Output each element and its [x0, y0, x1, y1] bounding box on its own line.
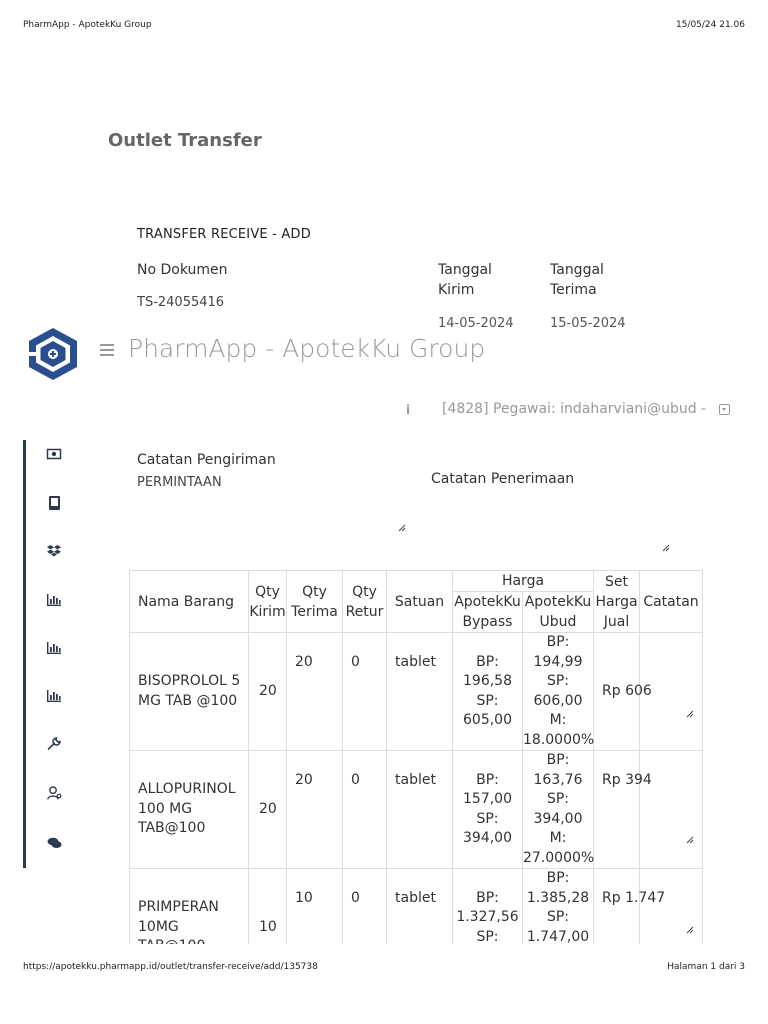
item-name-line: BISOPROLOL 5 [138, 673, 241, 689]
textarea-resize-handle[interactable] [686, 926, 694, 934]
table-row [130, 633, 703, 751]
brand-title: PharmApp - ApotekKu Group [128, 334, 486, 363]
price-line: SP: 394,00 [533, 791, 583, 827]
item-name-line: PRIMPERAN [138, 899, 219, 916]
tanggal-kirim-label [438, 260, 492, 300]
textarea-resize-handle[interactable] [686, 836, 694, 844]
set-harga-jual-input[interactable]: Rp 394 [594, 751, 640, 869]
tablet-icon[interactable] [44, 495, 64, 511]
col-ubud-line2: Ubud [539, 614, 577, 630]
tanggal-kirim-label-line2: Kirim [438, 282, 475, 298]
user-dropdown-icon[interactable] [719, 404, 730, 415]
price-line: 18.0000% [523, 731, 595, 748]
price-line: M: [549, 712, 567, 728]
catatan-input[interactable] [640, 751, 703, 869]
app-logo[interactable] [26, 326, 80, 382]
col-qty-retur-line2: Retur [345, 603, 384, 620]
col-qty-retur-line1: Qty [352, 583, 377, 600]
col-qty-kirim-line1: Qty [255, 583, 280, 600]
tanggal-kirim-value: 14-05-2024 [438, 316, 514, 331]
satuan-select[interactable]: tablet [387, 869, 453, 987]
item-name-line: TAB@100 [138, 820, 206, 837]
price-line: M: [549, 830, 567, 846]
qty-terima-input[interactable]: 20 [287, 751, 343, 869]
price-line: 1.747,00 [526, 928, 590, 945]
col-qty-terima [287, 571, 343, 633]
bar-chart-icon[interactable] [44, 592, 64, 608]
money-icon[interactable] [44, 446, 64, 462]
bar-chart-icon[interactable] [44, 688, 64, 704]
price-line: BP: 157,00 [463, 771, 512, 807]
qty-terima-input[interactable]: 20 [287, 633, 343, 751]
col-qty-kirim-line2: Kirim [249, 603, 286, 620]
col-nama-barang: Nama Barang [130, 571, 249, 633]
price-ubud-cell [523, 751, 594, 869]
qty-retur-input[interactable]: 0 [343, 869, 387, 987]
tanggal-kirim-label-line1: Tanggal [438, 262, 492, 278]
item-name-link[interactable] [130, 751, 249, 869]
col-set-line1: Set [605, 573, 628, 590]
catatan-pengiriman-label: Catatan Pengiriman [137, 452, 276, 468]
qty-terima-input[interactable]: 10 [287, 869, 343, 987]
price-ubud-cell [523, 633, 594, 751]
price-line: 606,00 [533, 692, 583, 709]
info-icon[interactable]: i [406, 403, 411, 417]
qty-retur-input[interactable]: 0 [343, 751, 387, 869]
textarea-resize-handle[interactable] [686, 710, 694, 718]
item-name-line: ALLOPURINOL [138, 781, 236, 798]
page-title: Outlet Transfer [108, 130, 262, 151]
col-qty-terima-line2: Terima [291, 603, 338, 620]
dropbox-icon[interactable] [44, 543, 64, 559]
price-line: BP: 196,58 [463, 653, 512, 689]
qty-kirim-cell: 20 [249, 751, 287, 869]
user-info[interactable]: [4828] Pegawai: indaharviani@ubud - [442, 401, 707, 417]
item-name-line: 100 MG [138, 800, 193, 817]
price-line: BP: 194,99 [533, 634, 583, 670]
price-line: SP: [546, 673, 570, 689]
transfer-items-table [129, 570, 703, 997]
no-dokumen-label: No Dokumen [137, 262, 228, 278]
col-set-line2: Harga [595, 593, 638, 610]
card-title: TRANSFER RECEIVE - ADD [137, 227, 311, 242]
col-qty-terima-line1: Qty [302, 583, 327, 600]
col-set-line3: Jual [603, 613, 630, 630]
qty-kirim-cell: 20 [249, 633, 287, 751]
set-harga-jual-input[interactable]: Rp 606 [594, 633, 640, 751]
sidebar-border [23, 440, 26, 868]
date-values-clip [438, 312, 638, 331]
price-line: BP: 163,76 [533, 752, 583, 788]
satuan-select[interactable]: tablet [387, 751, 453, 869]
price-line: SP: [476, 928, 499, 945]
print-header-title: PharmApp - ApotekKu Group [23, 20, 152, 30]
col-bypass-line1: ApotekKu [454, 594, 521, 610]
footer-url: https://apotekku.pharmapp.id/outlet/transfer-receive/add/135738 [23, 962, 318, 972]
qty-kirim-cell: 10 [249, 869, 287, 987]
catatan-penerimaan-label: Catatan Penerimaan [431, 471, 575, 487]
tanggal-terima-label [550, 260, 604, 300]
hamburger-menu-icon[interactable] [100, 344, 114, 356]
user-cog-icon[interactable] [44, 785, 64, 801]
col-apotekku-bypass [453, 592, 523, 633]
qty-retur-input[interactable]: 0 [343, 633, 387, 751]
col-qty-retur [343, 571, 387, 633]
price-line: 27.0000% [523, 849, 595, 866]
col-catatan: Catatan [640, 571, 703, 633]
price-bypass-cell [453, 751, 523, 869]
textarea-resize-handle[interactable] [662, 537, 670, 545]
textarea-resize-handle[interactable] [398, 517, 406, 525]
page-bottom-margin [0, 944, 768, 1024]
set-harga-jual-input[interactable]: Rp 1.747 [594, 869, 640, 987]
print-header-timestamp: 15/05/24 21.06 [675, 20, 745, 30]
price-line: SP: 394,00 [463, 810, 512, 846]
item-name-line: MG TAB @100 [138, 692, 238, 709]
catatan-input[interactable] [640, 633, 703, 751]
price-line: 1.327,56 [456, 909, 519, 925]
col-bypass-line2: Bypass [462, 614, 513, 630]
table-row [130, 751, 703, 869]
tanggal-terima-label-line1: Tanggal [550, 262, 604, 278]
no-dokumen-value: TS-24055416 [137, 295, 225, 310]
price-line: SP: [546, 909, 570, 925]
catatan-pengiriman-value: PERMINTAAN [137, 475, 222, 490]
bar-chart-icon[interactable] [44, 640, 64, 656]
col-qty-kirim [249, 571, 287, 633]
price-line: 1.385,28 [526, 889, 590, 906]
wrench-icon[interactable] [44, 736, 64, 752]
comments-icon[interactable] [44, 835, 64, 851]
col-harga: Harga [453, 571, 594, 592]
col-ubud-line1: ApotekKu [524, 594, 592, 610]
price-bypass-cell [453, 633, 523, 751]
item-name-link[interactable] [130, 633, 249, 751]
price-line: BP: [546, 870, 570, 886]
satuan-select[interactable]: tablet [387, 633, 453, 751]
footer-page-number: Halaman 1 dari 3 [667, 962, 745, 972]
col-set-harga-jual [594, 571, 640, 633]
tanggal-terima-label-line2: Terima [550, 282, 597, 298]
price-line: SP: [476, 692, 499, 709]
col-satuan: Satuan [387, 571, 453, 633]
col-apotekku-ubud [523, 592, 594, 633]
price-line: 605,00 [463, 712, 512, 728]
tanggal-terima-value: 15-05-2024 [550, 316, 626, 331]
price-line: BP: [476, 889, 499, 906]
item-name-line: 10MG [138, 918, 179, 935]
